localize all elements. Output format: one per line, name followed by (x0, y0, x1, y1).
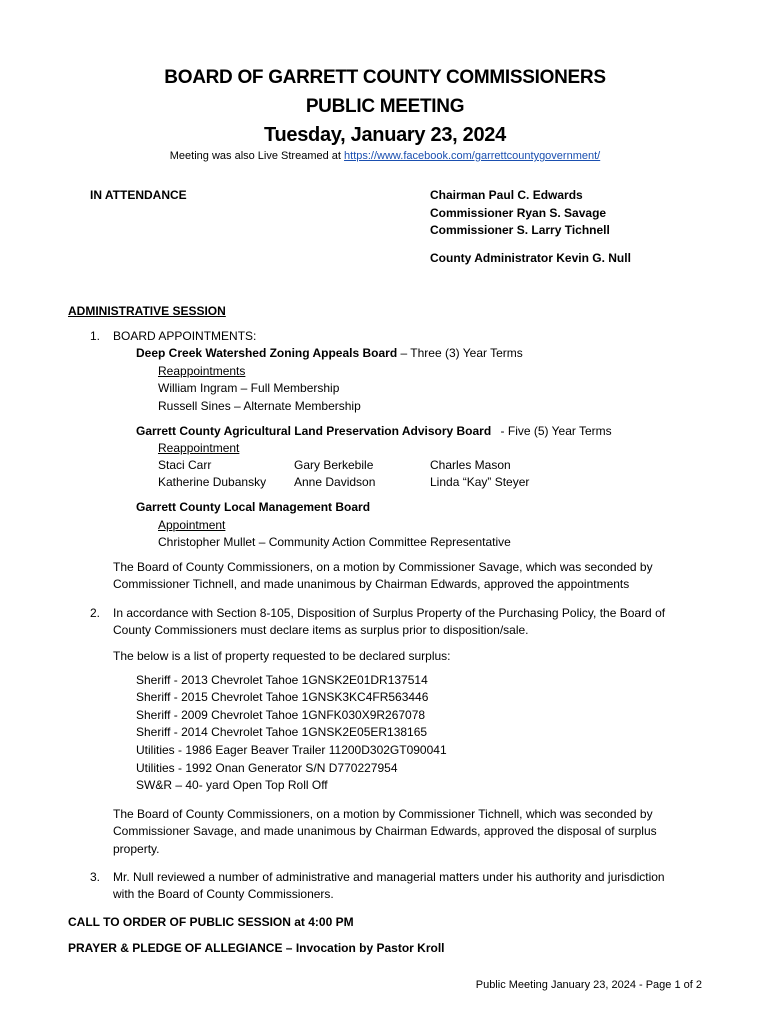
board-2-person: Staci Carr (158, 458, 212, 472)
facebook-link[interactable]: https://www.facebook.com/garrettcountygovernment/ (344, 150, 601, 162)
attendee-savage: Commissioner Ryan S. Savage (430, 206, 607, 220)
item-3-text-line: Mr. Null reviewed a number of administrative and managerial matters under his authority and jurisdiction (113, 870, 665, 884)
board-1-sublabel: Reappointments (158, 364, 246, 378)
surplus-item: Sheriff - 2015 Chevrolet Tahoe 1GNSK3KC4FR563446 (136, 690, 429, 704)
item-1-number: 1. (90, 329, 101, 343)
board-3-sublabel: Appointment (158, 518, 226, 532)
surplus-item: SW&R – 40- yard Open Top Roll Off (136, 778, 328, 792)
attendee-tichnell: Commissioner S. Larry Tichnell (430, 223, 610, 237)
board-1-person-2: Russell Sines – Alternate Membership (158, 399, 361, 413)
item-1-motion-line: Commissioner Tichnell, and made unanimous by Chairman Edwards, approved the appointments (113, 577, 630, 591)
board-1-name: Deep Creek Watershed Zoning Appeals Board (136, 346, 398, 360)
stream-notice (0, 150, 770, 162)
item-3-text-line: with the Board of County Commissioners. (113, 887, 334, 901)
surplus-item: Sheriff - 2014 Chevrolet Tahoe 1GNSK2E05ER138165 (136, 725, 428, 739)
surplus-item: Sheriff - 2009 Chevrolet Tahoe 1GNFK030X9R267078 (136, 708, 426, 722)
board-2-person: Linda “Kay” Steyer (430, 475, 530, 489)
board-2-line (136, 424, 612, 438)
board-3-name: Garrett County Local Management Board (136, 500, 371, 514)
item-3-number: 3. (90, 870, 101, 884)
board-2-name: Garrett County Agricultural Land Preservation Advisory Board (136, 424, 492, 438)
item-2-motion-line: The Board of County Commissioners, on a motion by Commissioner Tichnell, which was seconded by (113, 807, 653, 821)
item-2-motion-line: Commissioner Savage, and made unanimous by Chairman Edwards, approved the disposal of surplus (113, 824, 657, 838)
surplus-item: Utilities - 1986 Eager Beaver Trailer 11200D302GT090041 (136, 743, 447, 757)
board-3-person: Christopher Mullet – Community Action Committee Representative (158, 535, 511, 549)
stream-prefix: Meeting was also Live Streamed at (169, 150, 341, 162)
attendee-chairman: Chairman Paul C. Edwards (430, 188, 583, 202)
attendance-label: IN ATTENDANCE (90, 188, 187, 202)
board-2-sublabel: Reappointment (158, 441, 240, 455)
board-2-person: Charles Mason (430, 458, 511, 472)
page-footer: Public Meeting January 23, 2024 - Page 1 of 2 (475, 979, 702, 991)
surplus-item: Utilities - 1992 Onan Generator S/N D770227954 (136, 761, 398, 775)
document-title: BOARD OF GARRETT COUNTY COMMISSIONERS (164, 67, 606, 88)
surplus-item: Sheriff - 2013 Chevrolet Tahoe 1GNSK2E01DR137514 (136, 673, 428, 687)
board-2-person: Anne Davidson (294, 475, 376, 489)
admin-session-heading: ADMINISTRATIVE SESSION (68, 304, 226, 318)
document-subtitle: PUBLIC MEETING (305, 96, 465, 117)
board-1-term: – Three (3) Year Terms (397, 346, 523, 360)
board-1-person-1: William Ingram – Full Membership (158, 381, 340, 395)
meeting-date: Tuesday, January 23, 2024 (264, 124, 506, 146)
surplus-list-intro: The below is a list of property requested to be declared surplus: (113, 649, 451, 663)
item-1-title: BOARD APPOINTMENTS: (113, 329, 257, 343)
call-to-order: CALL TO ORDER OF PUBLIC SESSION at 4:00 PM (68, 915, 354, 929)
item-2-motion-line: property. (113, 842, 160, 856)
board-2-term: - Five (5) Year Terms (500, 424, 612, 438)
item-1-motion-line: The Board of County Commissioners, on a motion by Commissioner Savage, which was seconded by (113, 560, 653, 574)
prayer-pledge: PRAYER & PLEDGE OF ALLEGIANCE – Invocation by Pastor Kroll (68, 941, 445, 955)
board-1-line (136, 346, 523, 360)
item-2-number: 2. (90, 606, 101, 620)
attendee-administrator: County Administrator Kevin G. Null (430, 251, 631, 265)
board-2-person: Gary Berkebile (294, 458, 374, 472)
item-2-text-line: In accordance with Section 8-105, Disposition of Surplus Property of the Purchasing Policy, the Board of (113, 606, 666, 620)
board-2-person: Katherine Dubansky (158, 475, 267, 489)
item-2-text-line: County Commissioners must declare items as surplus prior to disposition/sale. (113, 623, 529, 637)
